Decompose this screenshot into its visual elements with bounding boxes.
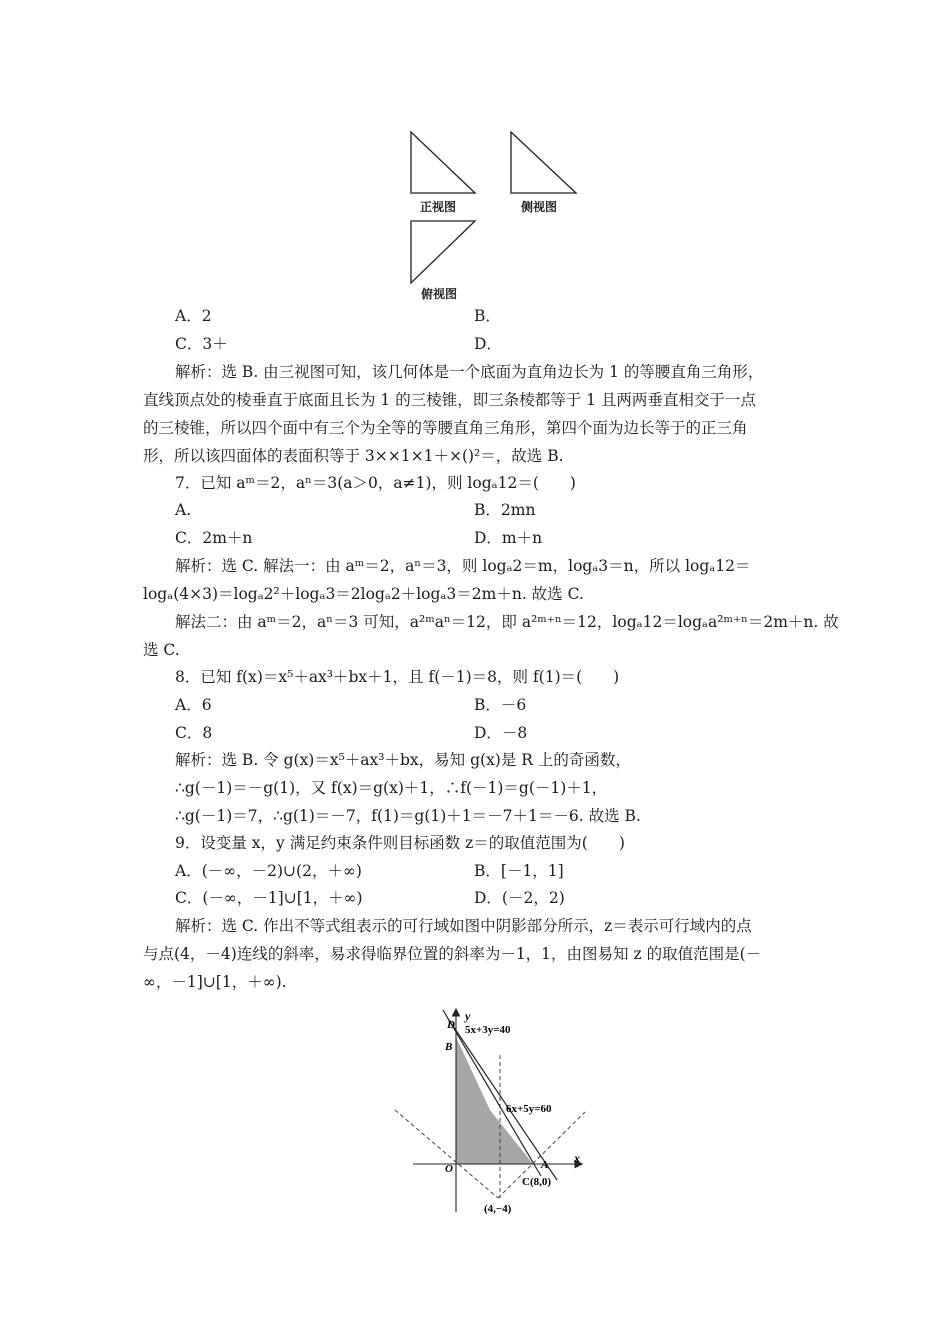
front-view-caption: 正视图 — [420, 200, 457, 214]
top-view-triangle — [411, 221, 475, 283]
q9-solution-line: ∞，－1]∪[1，＋∞). — [143, 973, 287, 991]
q8-solution-line: ∴g(－1)＝－g(1)，又 f(x)＝g(x)＋1，∴f(－1)＝g(－1)＋1， — [175, 779, 608, 797]
q6-solution-line: 直线顶点处的棱垂直于底面且长为 1 的三棱锥，即三条棱都等于 1 且两两垂直相交于一点 — [143, 391, 756, 409]
q9-stem: 9．设变量 x，y 满足约束条件则目标函数 z＝的取值范围为( ) — [175, 834, 625, 852]
q7-option-a: A. — [175, 501, 192, 519]
q9-option-d: D．(－2，2) — [474, 889, 565, 907]
q8-option-a: A．6 — [175, 696, 212, 714]
feasible-region — [456, 1037, 533, 1164]
q9-solution-line: 与点(4，－4)连线的斜率，易求得临界位置的斜率为－1，1，由图易知 z 的取值范围是(－ — [143, 945, 762, 963]
q8-option-c: C．8 — [175, 724, 213, 742]
q6-option-b: B． — [474, 307, 501, 325]
side-view-caption: 侧视图 — [521, 200, 558, 214]
y-axis-label: y — [465, 1009, 471, 1023]
q6-solution-line: 形，所以该四面体的表面积等于 3××1×1＋×()²＝，故选 B. — [143, 447, 564, 465]
q6-option-c: C．3＋ — [175, 335, 228, 353]
q7-option-b: B．2mn — [474, 501, 536, 519]
point-c-label: C(8,0) — [522, 1176, 552, 1188]
x-axis-label: x — [574, 1151, 580, 1165]
line-5x-label: 5x+3y=40 — [465, 1024, 511, 1036]
q8-option-d: D．－8 — [474, 724, 528, 742]
q6-solution-line: 解析：选 B. 由三视图可知，该几何体是一个底面为直角边长为 1 的等腰直角三角形， — [175, 363, 764, 381]
q7-stem: 7．已知 aᵐ＝2，aⁿ＝3(a＞0，a≠1)，则 logₐ12＝( ) — [175, 474, 576, 492]
q9-option-a: A．(－∞，－2)∪(2，＋∞) — [175, 862, 362, 880]
line-6x-label: 6x+5y=60 — [506, 1103, 552, 1115]
point-d-label: D — [447, 1019, 455, 1031]
feasible-region-graph — [385, 1000, 600, 1220]
q6-option-a: A．2 — [175, 307, 212, 325]
q7-option-c: C．2m＋n — [175, 529, 253, 547]
q7-solution-line: 选 C. — [143, 641, 180, 659]
q9-solution-line: 解析：选 C. 作出不等式组表示的可行域如图中阴影部分所示，z＝表示可行域内的点 — [175, 917, 752, 935]
q8-solution-line: 解析：选 B. 令 g(x)＝x⁵＋ax³＋bx，易知 g(x)是 R 上的奇函数， — [175, 751, 631, 769]
point-b-label: B — [445, 1041, 453, 1053]
front-view-triangle — [411, 132, 475, 193]
q9-option-b: B．[－1，1] — [474, 862, 564, 880]
q7-solution-line: logₐ(4×3)＝logₐ2²＋logₐ3＝2logₐ2＋logₐ3＝2m＋n. 故选 C. — [143, 585, 584, 603]
q9-option-c: C．(－∞，－1]∪[1，＋∞) — [175, 889, 363, 907]
top-view-caption: 俯视图 — [421, 287, 458, 301]
three-view-figure — [400, 125, 600, 305]
q6-solution-line: 的三棱锥，所以四个面中有三个为全等的等腰直角三角形，第四个面为边长等于的正三角 — [143, 419, 748, 437]
q8-option-b: B．－6 — [474, 696, 527, 714]
q7-solution-line: 解析：选 C. 解法一：由 aᵐ＝2，aⁿ＝3，则 logₐ2＝m，logₐ3＝n，所以 logₐ12＝ — [175, 557, 751, 575]
point-a-label: A — [541, 1159, 549, 1171]
q8-solution-line: ∴g(－1)＝7，∴g(1)＝－7，f(1)＝g(1)＋1＝－7＋1＝－6. 故选 B. — [175, 807, 641, 825]
q8-stem: 8．已知 f(x)＝x⁵＋ax³＋bx＋1，且 f(－1)＝8，则 f(1)＝( ) — [175, 668, 620, 686]
q6-option-d: D． — [474, 335, 502, 353]
q7-option-d: D．m＋n — [474, 529, 543, 547]
origin-label: O — [445, 1163, 453, 1175]
point-4-neg4-label: (4,−4) — [484, 1203, 512, 1215]
q7-solution-line: 解法二：由 aᵐ＝2，aⁿ＝3 可知，a²ᵐaⁿ＝12，即 a²ᵐ⁺ⁿ＝12，logₐ12＝logₐa²ᵐ⁺ⁿ＝2m＋n. 故 — [175, 613, 839, 631]
side-view-triangle — [511, 132, 576, 193]
